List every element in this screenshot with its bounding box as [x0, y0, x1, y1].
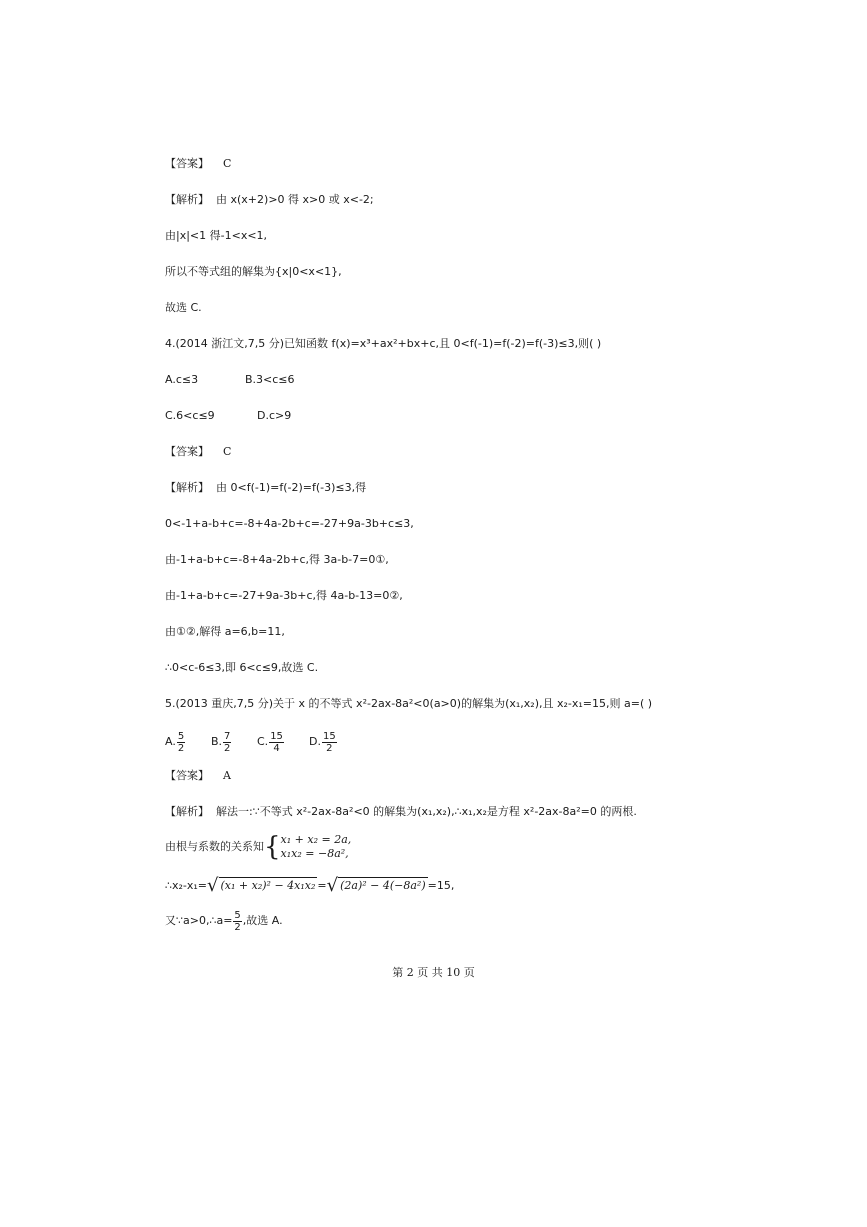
numerator: 15 — [270, 730, 283, 742]
page-footer: 第 2 页 共 10 页 — [392, 966, 475, 979]
line-conclusion — [165, 908, 283, 934]
line-answer-2 — [165, 444, 231, 460]
fraction — [177, 731, 185, 754]
line-analysis-1 — [165, 192, 374, 208]
denominator: 4 — [273, 742, 280, 754]
option-a: A.c≤3 — [165, 373, 199, 386]
denominator: 2 — [234, 921, 241, 933]
option-a — [165, 730, 211, 754]
option-c: C.6<c≤9 — [165, 409, 215, 422]
line-analysis-2 — [165, 480, 366, 496]
system-row-1: x₁ + x₂ = 2a, — [280, 833, 352, 846]
answer-value: C — [223, 445, 232, 458]
option-c — [257, 730, 309, 754]
option-b — [211, 730, 257, 754]
analysis-tag: 【解析】 — [165, 193, 209, 206]
conclusion-suffix: ,故选 A. — [242, 914, 283, 927]
analysis-tag: 【解析】 — [165, 481, 209, 494]
answer-value: C — [223, 157, 232, 170]
numerator: 7 — [224, 730, 231, 742]
numerator: 5 — [234, 909, 241, 921]
line-answer-3 — [165, 768, 231, 784]
denominator: 2 — [326, 742, 333, 754]
line-3: 由|x|<1 得-1<x<1, — [165, 229, 268, 242]
line-sqrt — [165, 874, 454, 898]
answer-tag: 【答案】 — [165, 769, 209, 782]
denominator: 2 — [224, 742, 231, 754]
equation-system — [264, 830, 351, 864]
answer-tag: 【答案】 — [165, 445, 209, 458]
line-5: 故选 C. — [165, 301, 202, 314]
option-b-label: B. — [211, 735, 223, 748]
line-12: 由-1+a-b+c=-8+4a-2b+c,得 3a-b-7=0①, — [165, 553, 389, 566]
q4-options-cd — [165, 408, 291, 424]
fraction — [223, 731, 231, 754]
answer-tag: 【答案】 — [165, 157, 209, 170]
line-answer-1 — [165, 156, 231, 172]
analysis-text: 解法一:∵不等式 x²-2ax-8a²<0 的解集为(x₁,x₂),∴x₁,x₂是方程 x²-2ax-8a²=0 的两根. — [216, 805, 637, 818]
question-5: 5.(2013 重庆,7,5 分)关于 x 的不等式 x²-2ax-8a²<0(a>0)的解集为(x₁,x₂),且 x₂-x₁=15,则 a=( ) — [165, 697, 653, 710]
radical-icon: √ — [326, 875, 339, 896]
line-13: 由-1+a-b+c=-27+9a-3b+c,得 4a-b-13=0②, — [165, 589, 403, 602]
radicand: (x₁ + x₂)² − 4x₁x₂ — [220, 879, 316, 892]
analysis-text: 由 x(x+2)>0 得 x>0 或 x<-2; — [216, 193, 374, 206]
left-brace-icon: { — [264, 832, 281, 862]
fraction — [269, 731, 284, 754]
line-14: 由①②,解得 a=6,b=11, — [165, 625, 285, 638]
option-d: D.c>9 — [257, 409, 292, 422]
line-vieta — [165, 830, 351, 864]
conclusion-prefix: 又∵a>0,∴a= — [165, 914, 233, 927]
option-a-label: A. — [165, 735, 176, 748]
system-row-2: x₁x₂ = −8a², — [280, 847, 349, 860]
sqrt-expression-2 — [327, 874, 428, 898]
sqrt-suffix: =15, — [427, 879, 455, 892]
radicand: (2a)² − 4(−8a²) — [340, 879, 426, 892]
sqrt-prefix: ∴x₂-x₁= — [165, 879, 208, 892]
analysis-text: 由 0<f(-1)=f(-2)=f(-3)≤3,得 — [216, 481, 367, 494]
denominator: 2 — [177, 742, 185, 754]
option-d — [309, 730, 338, 754]
question-4: 4.(2014 浙江文,7,5 分)已知函数 f(x)=x³+ax²+bx+c,且 0<f(-1)=f(-2)=f(-3)≤3,则( ) — [165, 337, 602, 350]
numerator: 15 — [322, 730, 336, 742]
line-analysis-3 — [165, 804, 637, 820]
equals: = — [317, 879, 327, 892]
option-c-label: C. — [257, 735, 269, 748]
sqrt-expression-1 — [207, 874, 317, 898]
vieta-text: 由根与系数的关系知 — [165, 840, 264, 853]
q5-options — [165, 730, 338, 754]
line-15: ∴0<c-6≤3,即 6<c≤9,故选 C. — [165, 661, 319, 674]
radical-icon: √ — [207, 875, 219, 896]
fraction — [322, 731, 337, 754]
system-rows — [281, 833, 352, 861]
option-b: B.3<c≤6 — [245, 373, 295, 386]
fraction — [233, 910, 241, 933]
line-4: 所以不等式组的解集为{x|0<x<1}, — [165, 265, 342, 278]
q4-options-ab — [165, 372, 295, 388]
line-11: 0<-1+a-b+c=-8+4a-2b+c=-27+9a-3b+c≤3, — [165, 517, 414, 530]
analysis-tag: 【解析】 — [165, 805, 209, 818]
numerator: 5 — [177, 730, 185, 742]
option-d-label: D. — [309, 735, 321, 748]
answer-value: A — [223, 769, 231, 782]
